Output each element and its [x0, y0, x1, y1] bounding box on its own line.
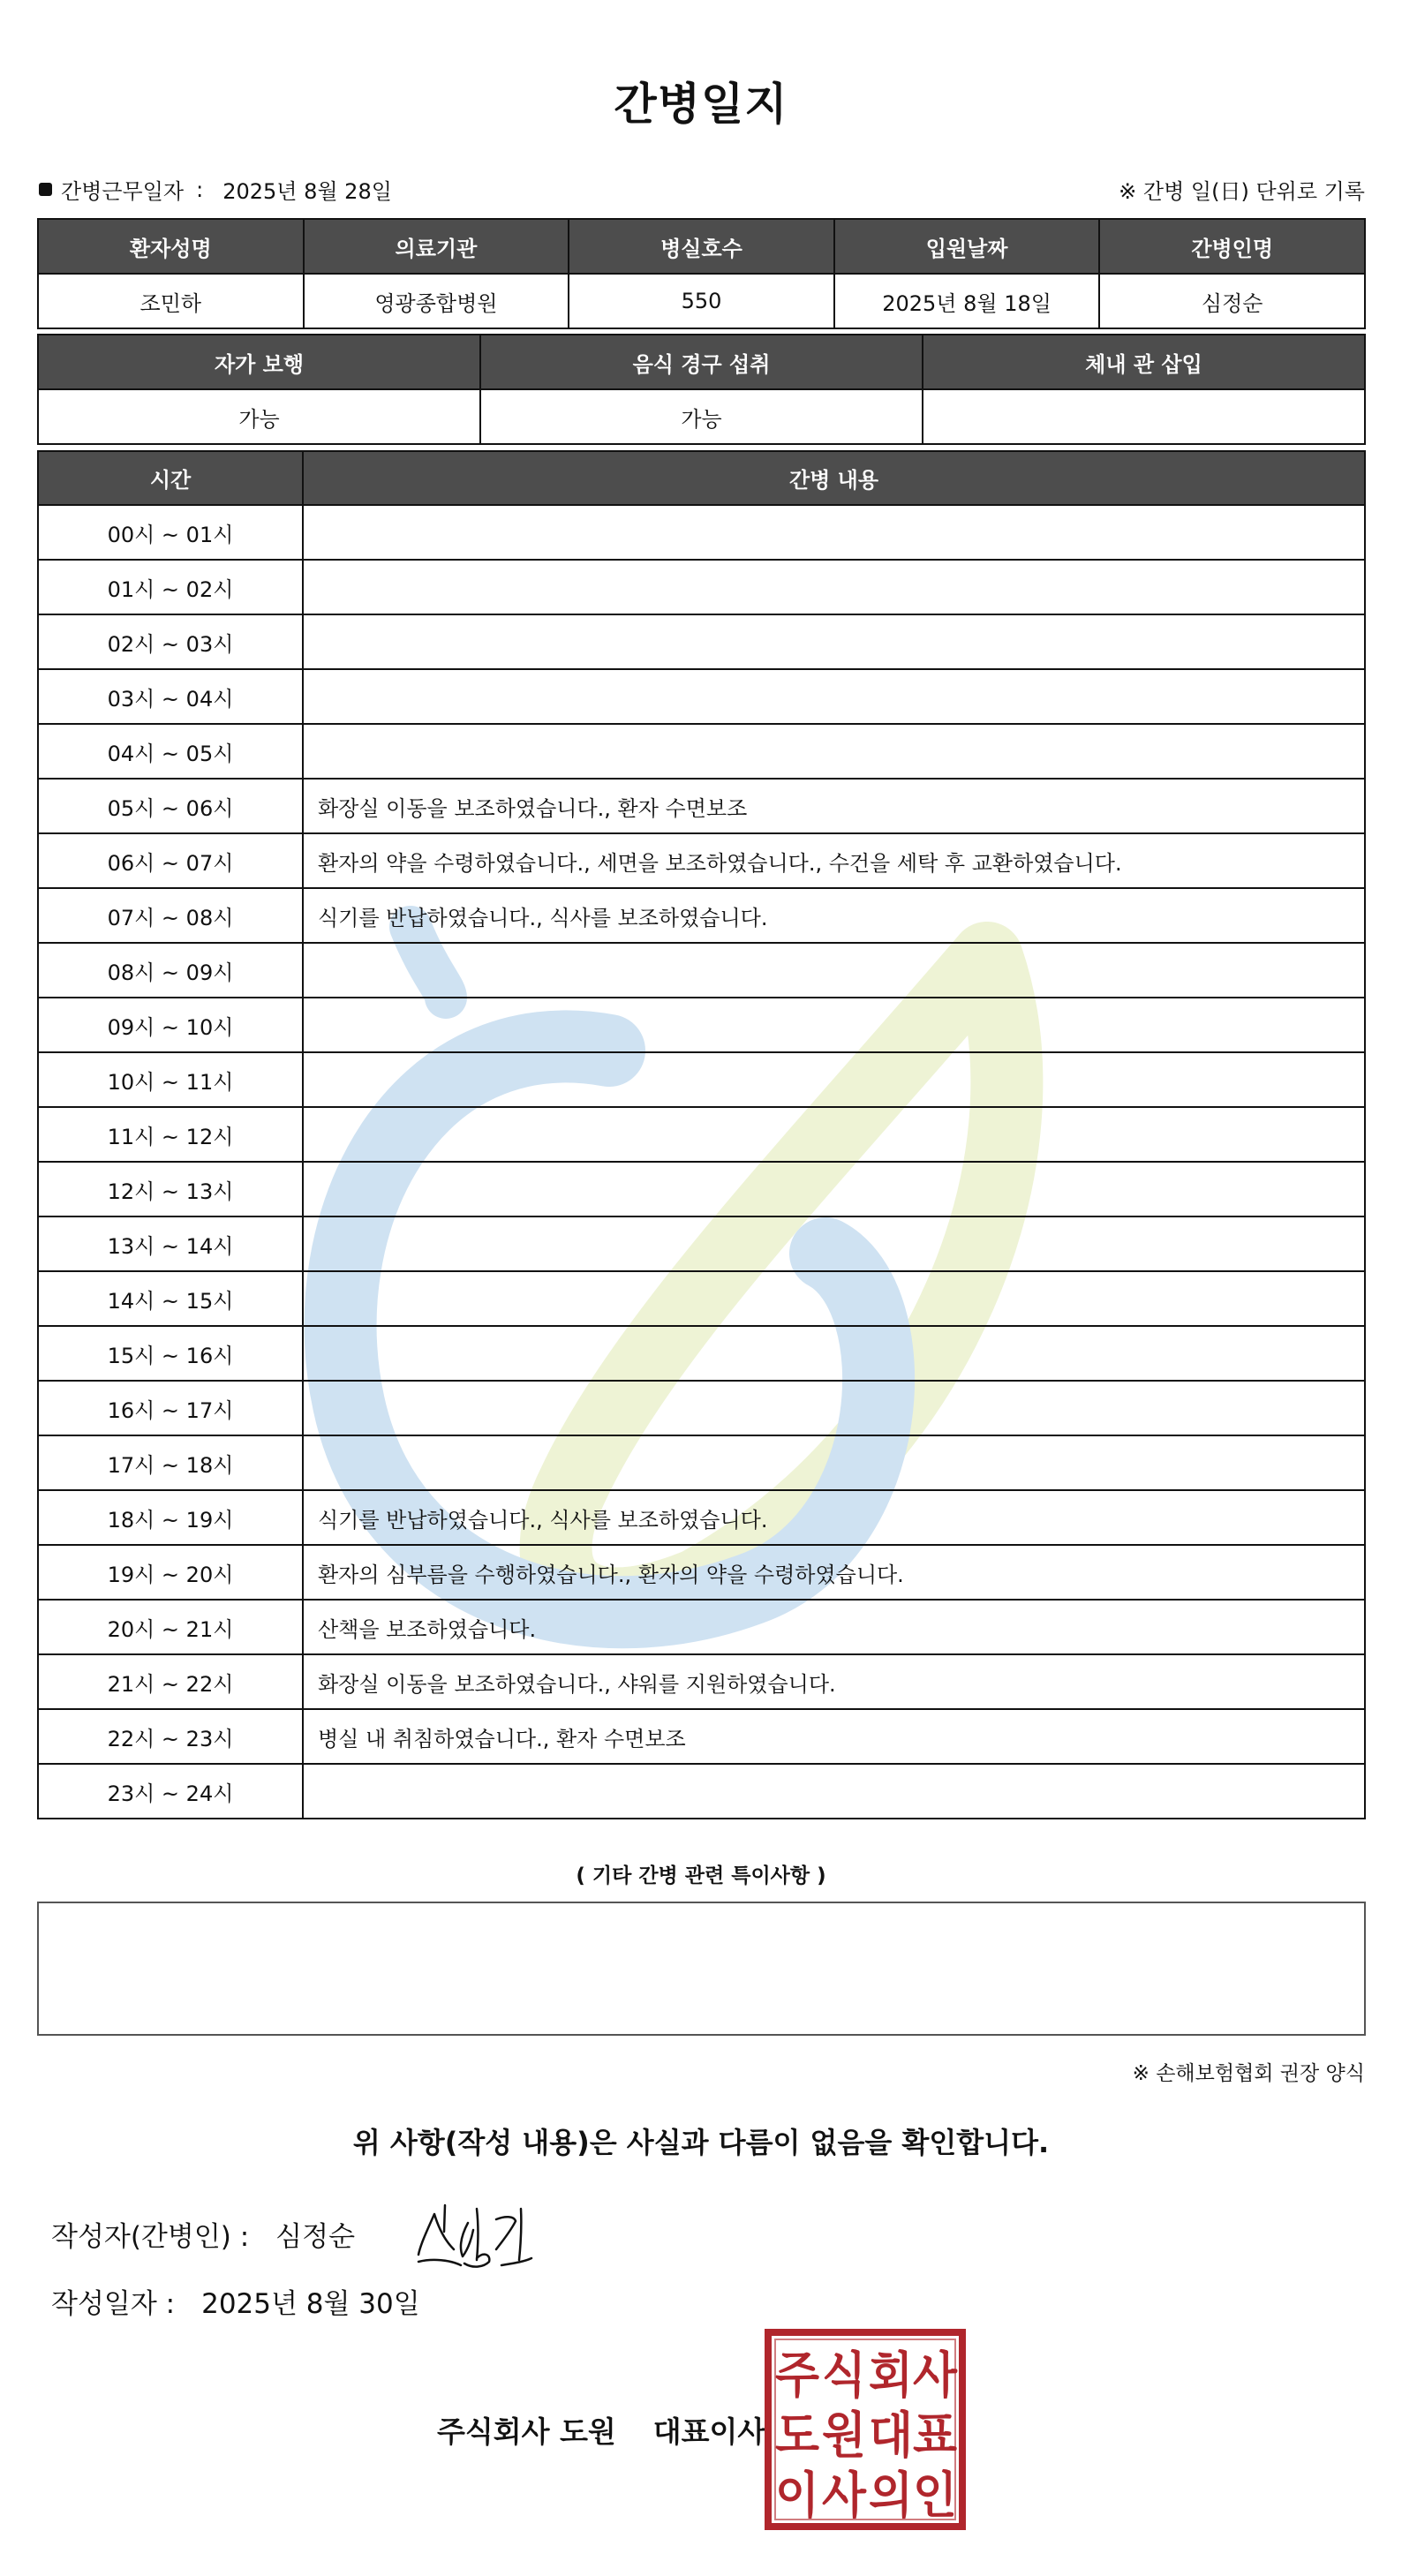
- daily-record-note: ※ 간병 일(日) 단위로 기록: [1119, 179, 1365, 204]
- tube-insertion: [923, 389, 1365, 444]
- care-content: 식기를 반납하였습니다., 식사를 보조하였습니다.: [303, 888, 1365, 943]
- time-slot: 14시 ~ 15시: [38, 1271, 303, 1326]
- care-content: 환자의 약을 수령하였습니다., 세면을 보조하였습니다., 수건을 세탁 후 교환하였습니다.: [303, 833, 1365, 888]
- table-row: [38, 724, 1365, 779]
- work-date-colon: :: [196, 177, 204, 202]
- time-slot: 13시 ~ 14시: [38, 1216, 303, 1271]
- time-slot: 20시 ~ 21시: [38, 1600, 303, 1654]
- time-slot: 08시 ~ 09시: [38, 943, 303, 998]
- work-date-value: 2025년 8월 28일: [222, 179, 392, 204]
- time-slot: 23시 ~ 24시: [38, 1764, 303, 1819]
- hospital: 영광종합병원: [304, 274, 569, 328]
- signature: [415, 2196, 539, 2276]
- table-row: [38, 1764, 1365, 1819]
- time-slot: 00시 ~ 01시: [38, 505, 303, 560]
- table-row: [38, 1326, 1365, 1381]
- svg-text:사: 사: [822, 2467, 867, 2525]
- special-notes-title: ( 기타 간병 관련 특이사항 ): [576, 1864, 826, 1887]
- care-content: [303, 1216, 1365, 1271]
- company-seal-stamp: [765, 2329, 966, 2530]
- svg-text:원: 원: [822, 2407, 866, 2465]
- self-walking: 가능: [38, 389, 480, 444]
- svg-text:이: 이: [775, 2467, 819, 2525]
- care-log-table: [37, 450, 1366, 1819]
- table-row: [38, 1490, 1365, 1545]
- table-row: [38, 505, 1365, 560]
- table-row: [38, 1435, 1365, 1490]
- table-row: [38, 1162, 1365, 1216]
- table-header-row: [38, 451, 1365, 505]
- table-row: [38, 1052, 1365, 1107]
- patient-name-header: 환자성명: [38, 219, 304, 274]
- time-slot: 11시 ~ 12시: [38, 1107, 303, 1162]
- table-row: [38, 943, 1365, 998]
- time-slot: 05시 ~ 06시: [38, 779, 303, 833]
- hospital-header: 의료기관: [304, 219, 569, 274]
- room-number-header: 병실호수: [569, 219, 834, 274]
- oral-intake-header: 음식 경구 섭취: [480, 335, 923, 389]
- work-date-label: 간병근무일자: [61, 179, 185, 204]
- time-slot: 03시 ~ 04시: [38, 669, 303, 724]
- time-slot: 02시 ~ 03시: [38, 614, 303, 669]
- patient-info-table: [37, 218, 1366, 329]
- self-walking-header: 자가 보행: [38, 335, 480, 389]
- care-content: [303, 560, 1365, 614]
- time-slot: 21시 ~ 22시: [38, 1654, 303, 1709]
- care-content: [303, 1052, 1365, 1107]
- time-slot: 07시 ~ 08시: [38, 888, 303, 943]
- care-content: [303, 943, 1365, 998]
- time-slot: 12시 ~ 13시: [38, 1162, 303, 1216]
- admission-date-header: 입원날짜: [834, 219, 1100, 274]
- svg-text:식: 식: [822, 2347, 866, 2405]
- writer-name: 심정순: [275, 2221, 356, 2253]
- table-row: [38, 779, 1365, 833]
- caregiver-name-header: 간병인명: [1099, 219, 1365, 274]
- care-content: 화장실 이동을 보조하였습니다., 샤워를 지원하였습니다.: [303, 1654, 1365, 1709]
- page-title: 간병일지: [614, 79, 788, 130]
- time-slot: 22시 ~ 23시: [38, 1709, 303, 1764]
- care-content: [303, 1381, 1365, 1435]
- time-slot: 04시 ~ 05시: [38, 724, 303, 779]
- care-content: [303, 1271, 1365, 1326]
- oral-intake: 가능: [480, 389, 923, 444]
- confirmation-statement: 위 사항(작성 내용)은 사실과 다름이 없음을 확인합니다.: [352, 2126, 1050, 2159]
- svg-text:인: 인: [913, 2467, 957, 2525]
- care-content: [303, 724, 1365, 779]
- table-row: [38, 560, 1365, 614]
- care-content-header: 간병 내용: [303, 451, 1365, 505]
- patient-name: 조민하: [38, 274, 304, 328]
- table-row: [38, 998, 1365, 1052]
- recommended-form-note: ※ 손해보험협회 권장 양식: [1132, 2062, 1365, 2085]
- table-row: [38, 614, 1365, 669]
- time-slot: 01시 ~ 02시: [38, 560, 303, 614]
- time-slot: 16시 ~ 17시: [38, 1381, 303, 1435]
- time-slot: 19시 ~ 20시: [38, 1545, 303, 1600]
- table-row: [38, 1381, 1365, 1435]
- table-row: [38, 1600, 1365, 1654]
- table-header-row: [38, 219, 1365, 274]
- care-content: [303, 1764, 1365, 1819]
- writer: [51, 2214, 355, 2254]
- bullet-square-icon: [39, 183, 52, 196]
- table-row: [38, 1216, 1365, 1271]
- tube-insertion-header: 체내 관 삽입: [923, 335, 1365, 389]
- company-name: 주식회사 도원: [437, 2414, 616, 2449]
- care-content: 병실 내 취침하였습니다., 환자 수면보조: [303, 1709, 1365, 1764]
- written-date: [51, 2281, 420, 2321]
- care-content: [303, 505, 1365, 560]
- care-content: [303, 1107, 1365, 1162]
- svg-text:사: 사: [913, 2347, 958, 2405]
- svg-text:주: 주: [775, 2347, 819, 2405]
- table-row: [38, 888, 1365, 943]
- svg-text:표: 표: [913, 2407, 957, 2465]
- time-header: 시간: [38, 451, 303, 505]
- table-row: [38, 389, 1365, 444]
- work-date: [39, 174, 392, 205]
- care-content: 화장실 이동을 보조하였습니다., 환자 수면보조: [303, 779, 1365, 833]
- patient-status-table: [37, 334, 1366, 445]
- caregiver-name: 심정순: [1099, 274, 1365, 328]
- care-content: [303, 1326, 1365, 1381]
- table-header-row: [38, 335, 1365, 389]
- care-content: [303, 1435, 1365, 1490]
- table-row: [38, 833, 1365, 888]
- admission-date: 2025년 8월 18일: [834, 274, 1100, 328]
- table-row: [38, 1271, 1365, 1326]
- table-row: [38, 274, 1365, 328]
- writer-label: 작성자(간병인) :: [51, 2221, 250, 2253]
- written-date-value: 2025년 8월 30일: [201, 2288, 420, 2320]
- time-slot: 15시 ~ 16시: [38, 1326, 303, 1381]
- time-slot: 09시 ~ 10시: [38, 998, 303, 1052]
- table-row: [38, 1654, 1365, 1709]
- special-notes-box: [37, 1902, 1366, 2036]
- time-slot: 06시 ~ 07시: [38, 833, 303, 888]
- company-title: 대표이사: [652, 2414, 766, 2449]
- care-content: [303, 669, 1365, 724]
- care-content: 식기를 반납하였습니다., 식사를 보조하였습니다.: [303, 1490, 1365, 1545]
- care-content: [303, 998, 1365, 1052]
- svg-text:도: 도: [775, 2407, 819, 2465]
- care-content: 환자의 심부름을 수행하였습니다., 환자의 약을 수령하였습니다.: [303, 1545, 1365, 1600]
- table-row: [38, 1107, 1365, 1162]
- care-content: [303, 614, 1365, 669]
- svg-text:회: 회: [869, 2347, 913, 2405]
- table-row: [38, 1709, 1365, 1764]
- care-content: [303, 1162, 1365, 1216]
- time-slot: 17시 ~ 18시: [38, 1435, 303, 1490]
- svg-text:대: 대: [869, 2407, 913, 2465]
- time-slot: 18시 ~ 19시: [38, 1490, 303, 1545]
- table-row: [38, 1545, 1365, 1600]
- svg-text:의: 의: [869, 2467, 913, 2525]
- written-date-label: 작성일자 :: [51, 2288, 176, 2320]
- company-signoff: [437, 2409, 765, 2451]
- care-content: 산책을 보조하였습니다.: [303, 1600, 1365, 1654]
- time-slot: 10시 ~ 11시: [38, 1052, 303, 1107]
- table-row: [38, 669, 1365, 724]
- room-number: 550: [569, 274, 834, 328]
